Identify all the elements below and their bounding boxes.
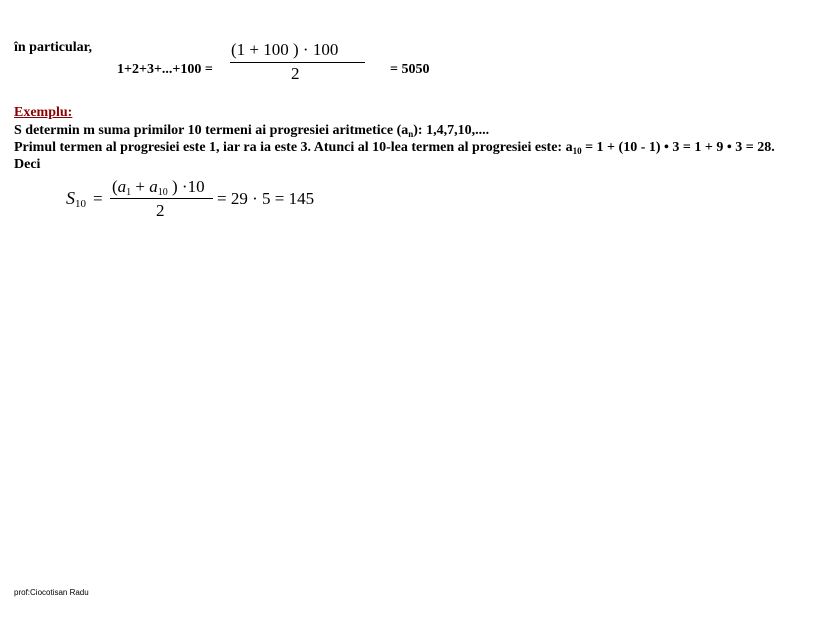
sum-result: = 5050 [390,62,430,77]
author-footer: prof:Ciocotisan Radu [14,588,89,597]
sum-lhs: 1+2+3+...+100 = [117,62,213,77]
s10-equals: = [93,189,103,208]
s10-denominator: 2 [156,201,165,220]
example-line-2: Primul termen al progresiei este 1, iar ra ia este 3. Atunci al 10-lea termen al progresiei este: $a_{10} = 1 + (10 - 1)$ • 3 = 1 + 9 • 3 = 28. [14,140,775,156]
sum-denominator: 2 [291,64,300,83]
example-heading: Exemplu: [14,105,73,120]
s10-result: = 29 · 5 = 145 [217,189,315,208]
s10-numerator: ($a_1 + a_{10}$ ) ·10 [112,177,205,198]
fraction-line [230,62,365,63]
particular-label: în particular, [14,40,93,55]
sum-numerator: (1 + 100 ) · 100 [231,40,339,59]
example-line-3: Deci [14,157,41,172]
s10-symbol: $S_{10}$ [66,188,86,210]
example-line-1: S determin m suma primilor 10 termeni ai progresiei aritmetice $(a_n)$: 1,4,7,10,.... [14,123,490,139]
s10-fraction-line [110,198,213,199]
